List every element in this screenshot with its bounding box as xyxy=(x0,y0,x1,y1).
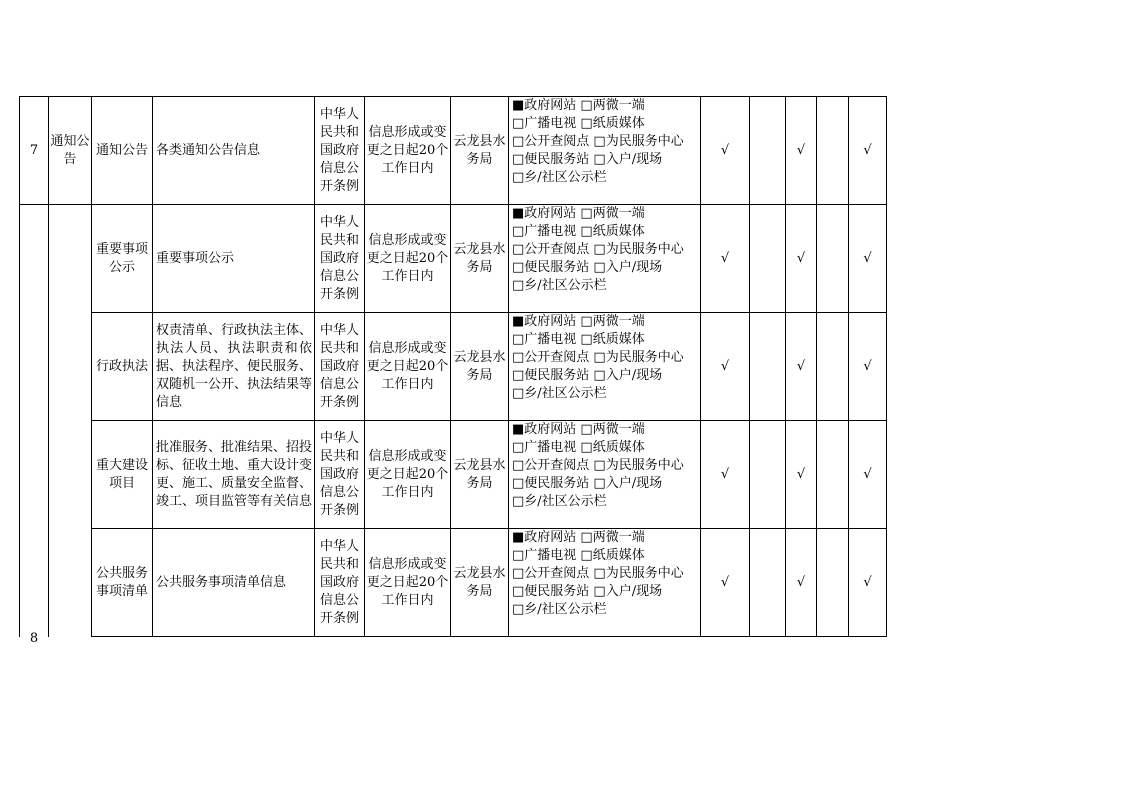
time-limit-cell: 信息形成或变更之日起20个工作日内 xyxy=(365,421,451,529)
channel-line: □乡/社区公示栏 xyxy=(512,170,607,185)
channel-line: □便民服务站 □入户/现场 xyxy=(512,152,663,167)
basis-cell: 中华人民共和国政府信息公开条例 xyxy=(315,205,365,313)
content-cell: 重要事项公示 xyxy=(153,205,315,313)
channels-cell xyxy=(509,529,701,637)
check-mark: √ xyxy=(786,313,817,421)
channels-cell xyxy=(509,97,701,205)
subject-cell: 云龙县水务局 xyxy=(451,205,509,313)
channel-line: ■政府网站 □两微一端 xyxy=(512,314,645,329)
channel-line: □广播电视 □纸质媒体 xyxy=(512,332,645,347)
channel-line: □乡/社区公示栏 xyxy=(512,602,607,617)
channel-line: □公开查阅点 □为民服务中心 xyxy=(512,566,684,581)
channel-line: □便民服务站 □入户/现场 xyxy=(512,368,663,383)
seq-cell: 8 xyxy=(20,205,49,637)
time-limit-cell: 信息形成或变更之日起20个工作日内 xyxy=(365,529,451,637)
channel-line: □广播电视 □纸质媒体 xyxy=(512,224,645,239)
disclosure-table xyxy=(19,96,887,646)
check-mark xyxy=(750,529,786,637)
basis-cell: 中华人民共和国政府信息公开条例 xyxy=(315,529,365,637)
basis-cell: 中华人民共和国政府信息公开条例 xyxy=(315,313,365,421)
channel-line: □便民服务站 □入户/现场 xyxy=(512,476,663,491)
channel-line: ■政府网站 □两微一端 xyxy=(512,530,645,545)
check-mark: √ xyxy=(701,97,750,205)
check-mark xyxy=(750,313,786,421)
basis-cell: 中华人民共和国政府信息公开条例 xyxy=(315,421,365,529)
check-mark xyxy=(750,421,786,529)
item-cell: 通知公告 xyxy=(92,97,153,205)
table-row xyxy=(20,313,887,421)
check-mark: √ xyxy=(849,205,887,313)
content-cell: 公共服务事项清单信息 xyxy=(153,529,315,637)
check-mark xyxy=(750,97,786,205)
channel-line: □乡/社区公示栏 xyxy=(512,278,607,293)
check-mark: √ xyxy=(786,529,817,637)
time-limit-cell: 信息形成或变更之日起20个工作日内 xyxy=(365,205,451,313)
channel-line: □公开查阅点 □为民服务中心 xyxy=(512,350,684,365)
check-mark xyxy=(817,205,849,313)
check-mark: √ xyxy=(786,421,817,529)
channel-line: ■政府网站 □两微一端 xyxy=(512,206,645,221)
channel-line: □乡/社区公示栏 xyxy=(512,386,607,401)
check-mark xyxy=(817,97,849,205)
channel-line: □便民服务站 □入户/现场 xyxy=(512,260,663,275)
check-mark: √ xyxy=(701,313,750,421)
check-mark: √ xyxy=(786,97,817,205)
channel-line: □公开查阅点 □为民服务中心 xyxy=(512,458,684,473)
check-mark: √ xyxy=(701,529,750,637)
channels-cell xyxy=(509,313,701,421)
subject-cell: 云龙县水务局 xyxy=(451,97,509,205)
subject-cell: 云龙县水务局 xyxy=(451,313,509,421)
item-cell: 重大建设项目 xyxy=(92,421,153,529)
check-mark xyxy=(817,421,849,529)
table-row xyxy=(20,421,887,529)
table-row xyxy=(20,205,887,313)
content-cell: 权责清单、行政执法主体、执法人员、执法职责和依据、执法程序、便民服务、双随机一公开、执法结果等信息 xyxy=(153,313,315,421)
channels-cell xyxy=(509,205,701,313)
channel-line: □广播电视 □纸质媒体 xyxy=(512,440,645,455)
channel-line: ■政府网站 □两微一端 xyxy=(512,422,645,437)
channel-line: □乡/社区公示栏 xyxy=(512,494,607,509)
channel-line: □便民服务站 □入户/现场 xyxy=(512,584,663,599)
check-mark xyxy=(817,529,849,637)
category-cell: 通知公告 xyxy=(49,97,92,205)
channel-line: □公开查阅点 □为民服务中心 xyxy=(512,134,684,149)
item-cell: 重要事项公示 xyxy=(92,205,153,313)
time-limit-cell: 信息形成或变更之日起20个工作日内 xyxy=(365,97,451,205)
check-mark: √ xyxy=(849,97,887,205)
check-mark: √ xyxy=(701,421,750,529)
category-cell xyxy=(49,205,92,637)
check-mark xyxy=(817,313,849,421)
check-mark: √ xyxy=(786,205,817,313)
seq-cell: 7 xyxy=(20,97,49,205)
subject-cell: 云龙县水务局 xyxy=(451,529,509,637)
check-mark: √ xyxy=(849,421,887,529)
subject-cell: 云龙县水务局 xyxy=(451,421,509,529)
check-mark: √ xyxy=(701,205,750,313)
basis-cell: 中华人民共和国政府信息公开条例 xyxy=(315,97,365,205)
content-cell: 批准服务、批准结果、招投标、征收土地、重大设计变更、施工、质量安全监督、竣工、项目监管等有关信息 xyxy=(153,421,315,529)
check-mark xyxy=(750,205,786,313)
check-mark: √ xyxy=(849,529,887,637)
channels-cell xyxy=(509,421,701,529)
check-mark: √ xyxy=(849,313,887,421)
item-cell: 公共服务事项清单 xyxy=(92,529,153,637)
table-row xyxy=(20,529,887,637)
channel-line: □广播电视 □纸质媒体 xyxy=(512,548,645,563)
table-row xyxy=(20,97,887,205)
item-cell: 行政执法 xyxy=(92,313,153,421)
channel-line: ■政府网站 □两微一端 xyxy=(512,98,645,113)
channel-line: □广播电视 □纸质媒体 xyxy=(512,116,645,131)
content-cell: 各类通知公告信息 xyxy=(153,97,315,205)
channel-line: □公开查阅点 □为民服务中心 xyxy=(512,242,684,257)
time-limit-cell: 信息形成或变更之日起20个工作日内 xyxy=(365,313,451,421)
